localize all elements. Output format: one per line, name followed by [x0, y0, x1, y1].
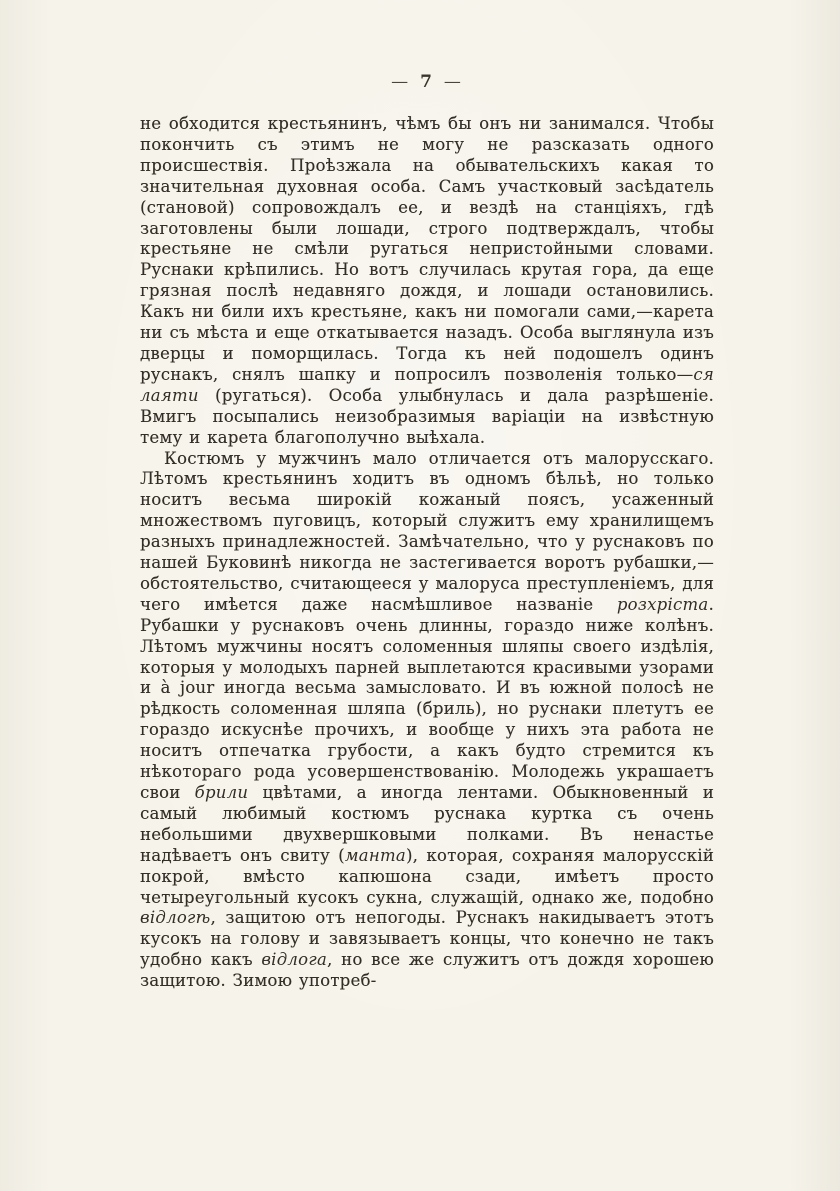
text-segment: (ругаться). Особа улыбнулась и дала разрѣшеніе. Вмигъ посыпались неизобразимыя варіаціи на извѣстную тему и карета благополучно выѣхала.	[140, 385, 714, 447]
text-segment: ), которая, сохраняя малорусскій покрой, вмѣсто капюшона сзади, имѣетъ просто четыреугольный кусокъ сукна, служащій, однако же, подобно	[140, 845, 714, 907]
italic-term: манта	[344, 845, 406, 865]
italic-term: відлога	[261, 950, 328, 970]
header-dash-left: —	[391, 72, 411, 92]
text-segment: , но все же служитъ отъ дождя хорошею защитою. Зимою употреб-	[140, 950, 714, 991]
header-dash-right: —	[443, 72, 463, 92]
italic-term: розхріста	[616, 594, 709, 614]
text-segment: не обходится крестьянинъ, чѣмъ бы онъ ни занимался. Чтобы покончить съ этимъ не могу не разсказать одного происшествія. Проѣзжала на обывательскихъ какая то значительная духовная особа. Самъ участковый засѣдатель (становой) сопровождалъ ее, и вездѣ на станціяхъ, гдѣ заготовлены были лошади, строго подтверждалъ, чтобы крестьяне не смѣли ругаться непристойными словами. Руснаки крѣпились. Но вотъ случилась крутая гора, да еще грязная послѣ недавняго дождя, и лошади остановились. Какъ ни били ихъ крестьяне, какъ ни помогали сами,—карета ни съ мѣста и еще откатывается назадъ. Особа выглянула изъ дверцы и поморщилась. Тогда къ ней подошелъ одинъ руснакъ, снялъ шапку и попросилъ позволенія только—	[140, 114, 714, 384]
italic-term: ся лаяти	[140, 364, 714, 405]
text-block	[140, 72, 714, 992]
page-number: 7	[420, 72, 434, 92]
text-segment: цвѣтами, а иногда лентами. Обыкновенный и самый любимый костюмъ руснака куртка съ очень небольшими двухвершковыми полками. Въ ненастье надѣваетъ онъ свиту (	[140, 783, 714, 865]
paragraph	[140, 449, 714, 993]
italic-term: брили	[194, 783, 249, 802]
page-header	[140, 72, 714, 92]
text-segment: . Рубашки у руснаковъ очень длинны, гораздо ниже колѣнъ. Лѣтомъ мужчины носятъ соломенныя шляпы своего издѣлія, которыя у молодыхъ парней выплетаются красивыми узорами и à jour иногда весьма замысловато. И въ южной полосѣ не рѣдкость соломенная шляпа (бриль), но руснаки плетутъ ее гораздо искуснѣе прочихъ, и вообще у нихъ эта работа не носитъ отпечатка грубости, а какъ будто стремится къ нѣкотораго рода усовершенствованію. Молодежь украшаетъ свои	[140, 594, 714, 802]
text-segment: , защитою отъ непогоды. Руснакъ накидываетъ этотъ кусокъ на голову и завязываетъ концы, что конечно не такъ удобно какъ	[140, 908, 714, 970]
paragraphs-container	[140, 114, 714, 992]
text-segment: Костюмъ у мужчинъ мало отличается отъ малорусскаго. Лѣтомъ крестьянинъ ходитъ въ одномъ бѣльѣ, но только носитъ весьма широкій кожаный поясъ, усаженный множествомъ пуговицъ, который служитъ ему хранилищемъ разныхъ принадлежностей. Замѣчательно, что у руснаковъ по нашей Буковинѣ никогда не застегивается воротъ рубашки,—обстоятельство, считающееся у малоруса преступленіемъ, для чего имѣется даже насмѣшливое названіе	[140, 448, 714, 614]
italic-term: відлогѣ	[140, 908, 211, 928]
paragraph	[140, 114, 714, 449]
